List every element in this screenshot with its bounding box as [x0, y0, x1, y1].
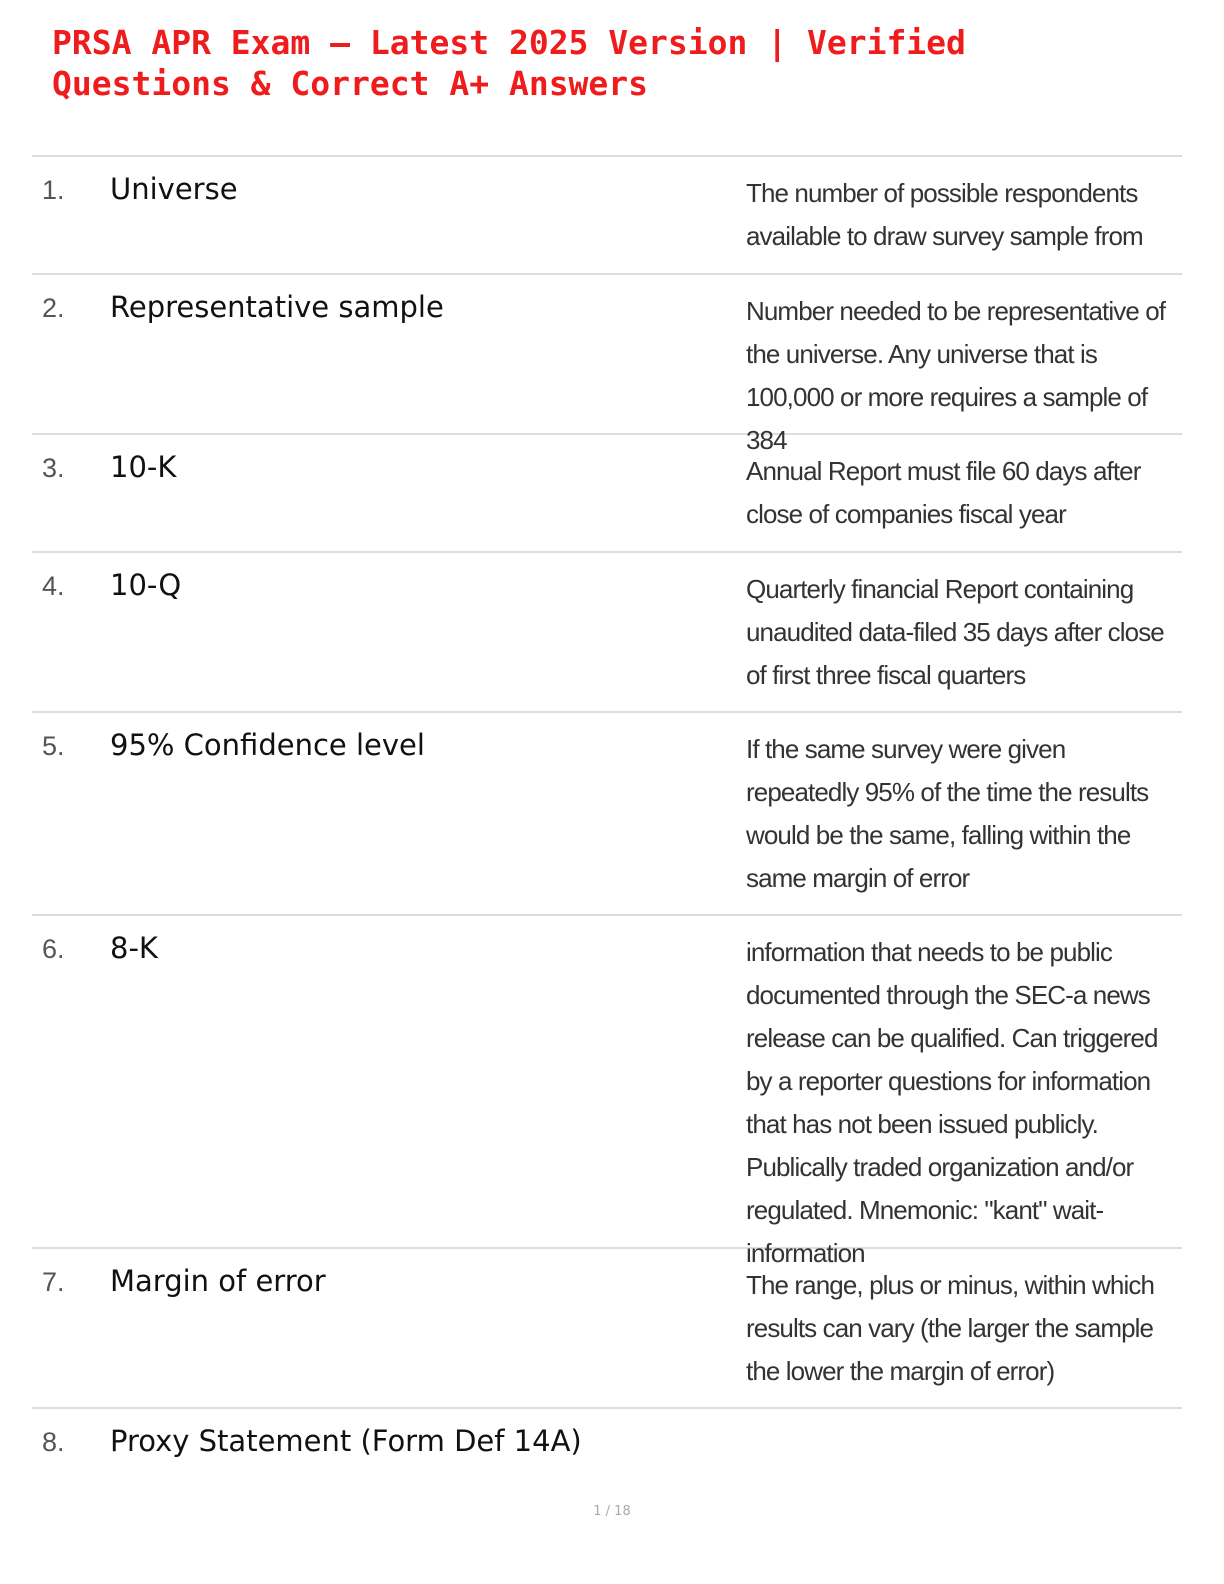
card-term: Margin of error	[110, 1264, 326, 1298]
flashcard-row	[32, 435, 1182, 553]
card-term: 10-K	[110, 450, 177, 484]
flashcard-row	[32, 157, 1182, 275]
card-definition: Number needed to be representative of the universe. Any universe that is 100,000 or more requires a sample of 384	[746, 296, 1166, 455]
card-term: 8-K	[110, 931, 158, 965]
card-number: 1.	[42, 175, 65, 205]
card-term: Universe	[110, 172, 238, 206]
card-term: 10-Q	[110, 568, 182, 602]
card-number: 6.	[42, 934, 65, 964]
card-definition: information that needs to be public documented through the SEC-a news release can be qualified. Can triggered by a reporter questions for information that has not been issued publicly. Publically traded organization and/or regulated. Mnemonic: "kant" wait-information	[746, 937, 1158, 1268]
card-number: 3.	[42, 453, 65, 483]
document-title-line-1: PRSA APR Exam – Latest 2025 Version | Verified	[52, 23, 966, 62]
flashcard-row	[32, 1409, 1182, 1489]
flashcard-list	[32, 155, 1182, 1489]
card-number: 2.	[42, 293, 65, 323]
card-term: Proxy Statement (Form Def 14A)	[110, 1424, 582, 1458]
card-definition: Quarterly financial Report containing unaudited data-filed 35 days after close of first three fiscal quarters	[746, 574, 1164, 690]
card-number: 5.	[42, 731, 65, 761]
flashcard-row	[32, 553, 1182, 713]
document-title-line-2: Questions & Correct A+ Answers	[52, 64, 649, 103]
card-definition: Annual Report must file 60 days after close of companies fiscal year	[746, 456, 1141, 529]
card-term: 95% Confidence level	[110, 728, 425, 762]
card-definition: The number of possible respondents available to draw survey sample from	[746, 178, 1143, 251]
card-number: 7.	[42, 1267, 65, 1297]
flashcard-row	[32, 916, 1182, 1268]
flashcard-row	[32, 1249, 1182, 1409]
card-definition: The range, plus or minus, within which results can vary (the larger the sample the lower the margin of error)	[746, 1270, 1155, 1386]
document-title	[52, 22, 1052, 104]
page-indicator: 1 / 18	[593, 1504, 631, 1519]
card-number: 4.	[42, 571, 65, 601]
card-definition: If the same survey were given repeatedly 95% of the time the results would be the same, falling within the same margin of error	[746, 734, 1149, 893]
card-number: 8.	[42, 1427, 65, 1457]
flashcard-row	[32, 713, 1182, 916]
flashcard-row	[32, 275, 1182, 455]
card-term: Representative sample	[110, 290, 444, 324]
